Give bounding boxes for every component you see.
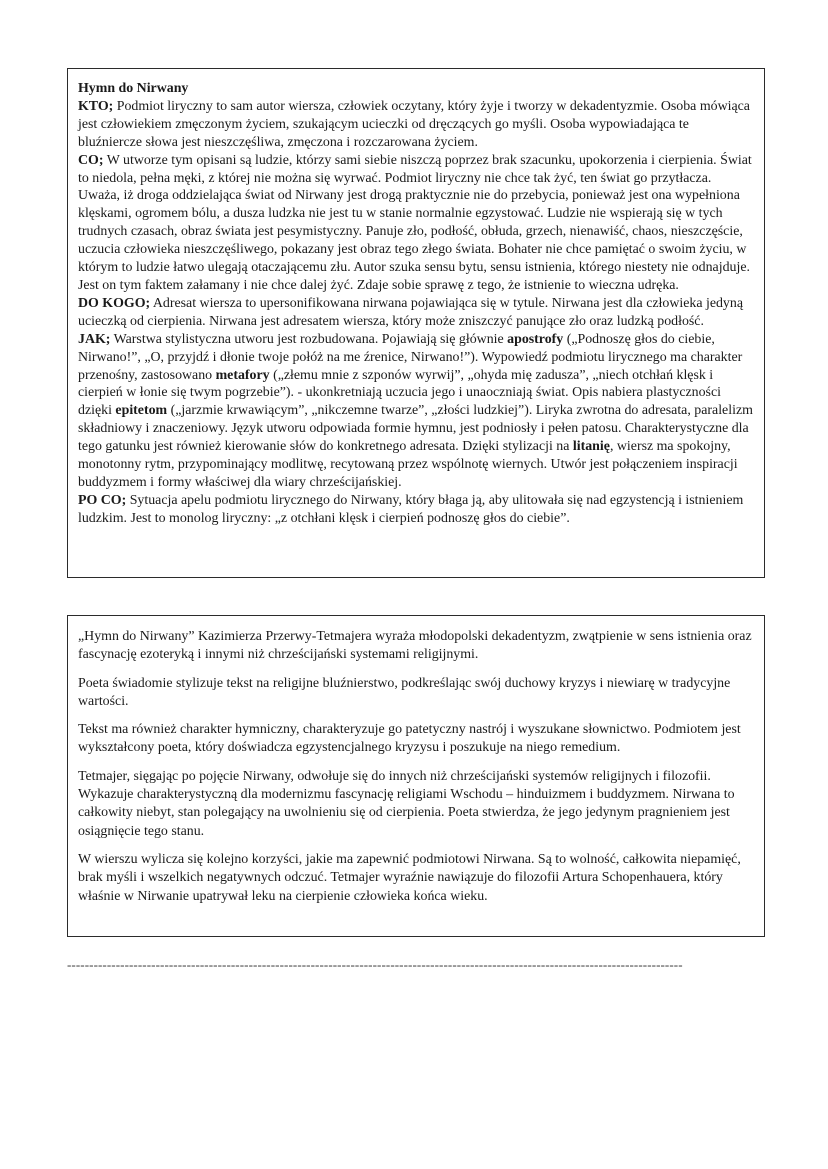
co-label: CO; <box>78 152 104 168</box>
summary-paragraph: „Hymn do Nirwany” Kazimierza Przerwy-Tetmajera wyraża młodopolski dekadentyzm, zwątpienie w sens istnienia oraz fascynację ezoteryką i innymi niż chrześcijański systemami religijnymi. <box>78 629 752 663</box>
jak-text-3: („złemu mnie z szponów wyrwij”, „ohyda mię zadusza”, „niech otchłań klęsk i cierpień w łonie się twym pogrzebie”). - ukonkretniają uczucia jego i unaoczniają świat. Opis nabiera plastyczności dzięki <box>78 367 721 419</box>
summary-paragraph: W wierszu wylicza się kolejno korzyści, jakie ma zapewnić podmiotowi Nirwana. Są to wolność, całkowita niepamięć, brak myśli i wszelkich negatywnych odczuć. Tetmajer wyraźnie nawiązuje do filozofii Artura Schopenhauera, który właśnie w Nirwanie upatrywał leku na cierpienie człowieka końca wieku. <box>78 851 741 904</box>
do-kogo-text: Adresat wiersza to upersonifikowana nirwana pojawiająca się w tytule. Nirwana jest dla człowieka jedyną ucieczką od cierpienia. Nirwana jest adresatem wiersza, który może zniszczyć panujące zło oraz ludzką podłość. <box>78 295 743 329</box>
summary-paragraph: Tetmajer, sięgając po pojęcie Nirwany, odwołuje się do innych niż chrześcijański systemów religijnych i filozofii. Wykazuje charakterystyczną dla modernizmu fascynację religiami Wschodu – hinduizmem i buddyzmem. Nirwana to całkowity niebyt, stan polegający na uwolnieniu się od cierpienia. Poeta stwierdza, że jego jedynym pragnieniem jest osiągnięcie tego stanu. <box>78 768 735 839</box>
analysis-text <box>78 80 754 528</box>
po-co-text: Sytuacja apelu podmiotu lirycznego do Nirwany, który błaga ją, aby ulitowała się nad egzystencją i istnieniem ludzkim. Jest to monolog liryczny: „z otchłani klęsk i cierpień podnoszę głos do ciebie”. <box>78 492 744 526</box>
term-apostrofy: apostrofy <box>507 331 564 347</box>
poem-title: Hymn do Nirwany <box>78 81 189 96</box>
jak-text-2: („Podnoszę głos do ciebie, Nirwano!”, „O, przyjdź i dłonie twoje połóż na me źrenice, Nirwano!”). Wypowiedź podmiotu lirycznego ma charakter przenośny, zastosowano <box>78 331 743 383</box>
dashed-separator: ------------------------------------------------------------------------------------------------------------------------------------------- <box>67 960 683 970</box>
co-text: W utworze tym opisani są ludzie, którzy sami siebie niszczą poprzez brak szacunku, upokorzenia i cierpienia. Świat to niedola, pełna męki, z której nie można się wyrwać. Podmiot liryczny nie chce tak żyć, ten świat go przytłacza. Uważa, iż droga oddzielająca świat od Nirwany jest drogą praktycznie nie do przebycia, ponieważ jest ona wypełniona klęskami, ogromem bólu, a dusza ludzka nie jest tu w stanie normalnie egzystować. Ludzie nie wspierają się w tych trudnych czasach, obraz świata jest pesymistyczny. Panuje zło, podłość, obłuda, grzech, nienawiść, chaos, nieszczęście, uczucia człowieka nieszczęśliwego, pokazany jest obraz tego złego świata. Bohater nie chce pamiętać o swoim życiu, w którym to ludzie łatwo ulegają otaczającemu złu. Autor szuka sensu bytu, sensu istnienia, którego niestety nie odnajduje. Jest on tym faktem załamany i nie chce dalej żyć. Zdaje sobie sprawę z tego, że istnienie to wieczna udręka. <box>78 152 752 293</box>
po-co-label: PO CO; <box>78 492 127 508</box>
summary-box <box>67 615 765 937</box>
term-metafory: metafory <box>215 367 270 383</box>
jak-text-5: , wiersz ma spokojny, monotonny rytm, przypominający modlitwę, recytowaną przez wspólnotę wiernych. Utwór jest połączeniem inspiracji buddyzmem i formy właściwej dla wiary chrześcijańskiej. <box>78 439 738 490</box>
summary-paragraph: Tekst ma również charakter hymniczny, charakteryzuje go patetyczny nastrój i wyszukane słownictwo. Podmiotem jest wykształcony poeta, który doświadcza egzystencjalnego kryzysu i poszukuje na niego remedium. <box>78 722 741 756</box>
summary-paragraph: Poeta świadomie stylizuje tekst na religijne bluźnierstwo, podkreślając swój duchowy kryzys i niewiarę w tradycyjne wartości. <box>78 675 731 709</box>
jak-text-4: („jarzmie krwawiącym”, „nikczemne twarze”, „złości ludzkiej”). Liryka zwrotna do adresata, paralelizm składniowy i znaczeniowy. Język utworu odpowiada formie hymnu, jest podniosły i pełen patosu. Charakterystyczne dla tego gatunku jest również kierowanie słów do konkretnego adresata. Dzięki stylizacji na <box>78 403 753 455</box>
jak-text-1: Warstwa stylistyczna utworu jest rozbudowana. Pojawiają się głównie <box>110 331 508 347</box>
kto-text: Podmiot liryczny to sam autor wiersza, człowiek oczytany, który żyje i tworzy w dekadentyzmie. Osoba mówiąca jest człowiekiem zmęczonym życiem, szukającym ucieczki od dręczących go myśli. Osoba wypowiadająca te bluźniercze słowa jest nieszczęśliwa, zmęczona i rozczarowana życiem. <box>78 98 750 150</box>
term-epitetom: epitetom <box>115 403 168 419</box>
jak-label: JAK; <box>78 331 111 347</box>
term-litanie: litanię <box>572 439 610 455</box>
do-kogo-label: DO KOGO; <box>78 295 151 311</box>
analysis-box <box>67 68 765 578</box>
kto-label: KTO; <box>78 98 114 114</box>
